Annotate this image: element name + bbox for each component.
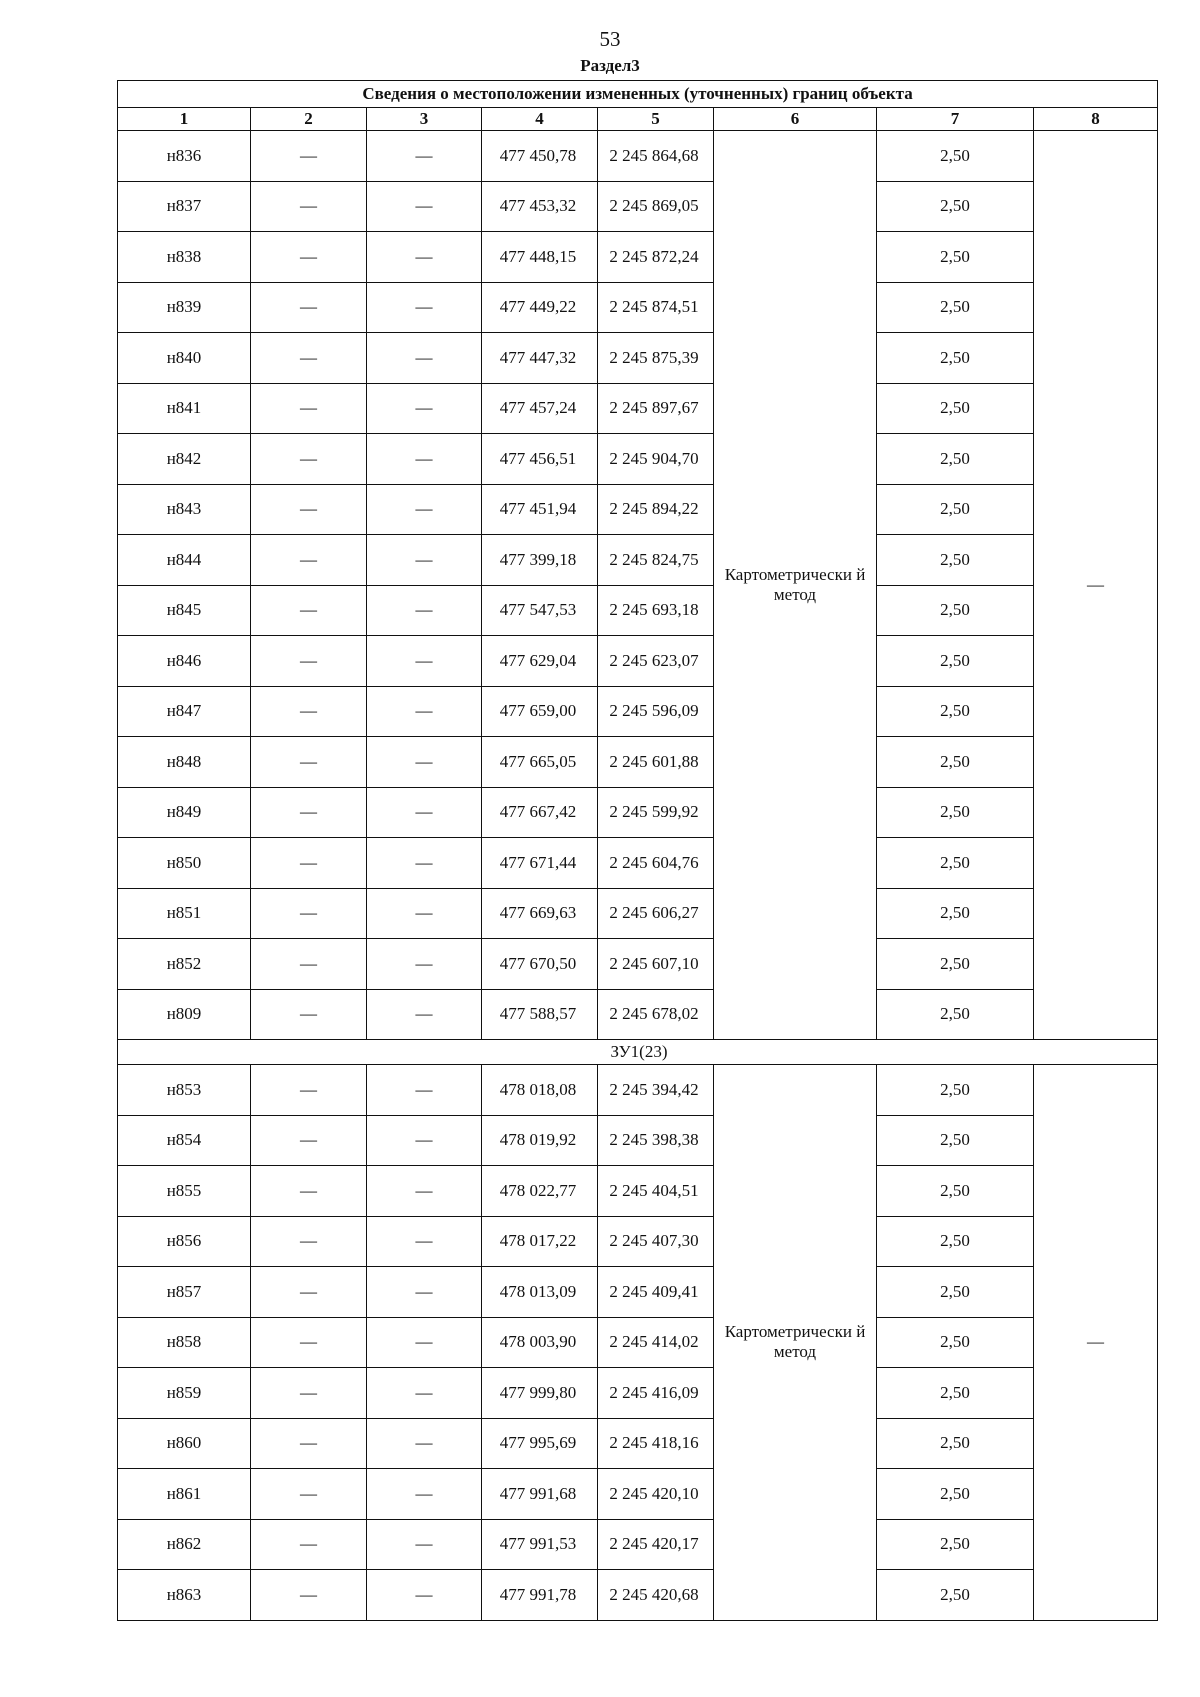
x-coordinate-cell: 477 451,94 xyxy=(482,484,598,535)
column-3-cell: — xyxy=(367,585,482,636)
precision-cell: 2,50 xyxy=(877,737,1034,788)
precision-cell: 2,50 xyxy=(877,282,1034,333)
column-3-cell: — xyxy=(367,181,482,232)
table-row xyxy=(118,1216,1158,1267)
column-3-cell: — xyxy=(367,1065,482,1116)
y-coordinate-cell: 2 245 623,07 xyxy=(598,636,714,687)
column-2-cell: — xyxy=(251,1368,367,1419)
y-coordinate-cell: 2 245 875,39 xyxy=(598,333,714,384)
table-row xyxy=(118,989,1158,1040)
table-row xyxy=(118,939,1158,990)
y-coordinate-cell: 2 245 394,42 xyxy=(598,1065,714,1116)
column-3-cell: — xyxy=(367,1216,482,1267)
y-coordinate-cell: 2 245 874,51 xyxy=(598,282,714,333)
x-coordinate-cell: 477 449,22 xyxy=(482,282,598,333)
precision-cell: 2,50 xyxy=(877,1519,1034,1570)
y-coordinate-cell: 2 245 872,24 xyxy=(598,232,714,283)
x-coordinate-cell: 478 022,77 xyxy=(482,1166,598,1217)
column-number: 2 xyxy=(251,108,367,131)
column-8-cell: — xyxy=(1034,1065,1158,1621)
y-coordinate-cell: 2 245 606,27 xyxy=(598,888,714,939)
method-cell: Картометрически й метод xyxy=(714,1065,877,1621)
point-name-cell: н862 xyxy=(118,1519,251,1570)
column-2-cell: — xyxy=(251,484,367,535)
column-3-cell: — xyxy=(367,232,482,283)
precision-cell: 2,50 xyxy=(877,434,1034,485)
table-row xyxy=(118,131,1158,182)
column-2-cell: — xyxy=(251,737,367,788)
column-2-cell: — xyxy=(251,232,367,283)
group-label: ЗУ1(23) xyxy=(118,1040,1158,1065)
precision-cell: 2,50 xyxy=(877,838,1034,889)
column-3-cell: — xyxy=(367,787,482,838)
point-name-cell: н850 xyxy=(118,838,251,889)
y-coordinate-cell: 2 245 414,02 xyxy=(598,1317,714,1368)
column-2-cell: — xyxy=(251,838,367,889)
column-2-cell: — xyxy=(251,686,367,737)
column-number: 8 xyxy=(1034,108,1158,131)
y-coordinate-cell: 2 245 416,09 xyxy=(598,1368,714,1419)
column-3-cell: — xyxy=(367,434,482,485)
point-name-cell: н846 xyxy=(118,636,251,687)
precision-cell: 2,50 xyxy=(877,989,1034,1040)
y-coordinate-cell: 2 245 420,68 xyxy=(598,1570,714,1621)
column-3-cell: — xyxy=(367,1418,482,1469)
precision-cell: 2,50 xyxy=(877,484,1034,535)
point-name-cell: н852 xyxy=(118,939,251,990)
precision-cell: 2,50 xyxy=(877,1418,1034,1469)
x-coordinate-cell: 477 670,50 xyxy=(482,939,598,990)
column-2-cell: — xyxy=(251,1519,367,1570)
column-3-cell: — xyxy=(367,838,482,889)
column-3-cell: — xyxy=(367,1267,482,1318)
column-2-cell: — xyxy=(251,1418,367,1469)
column-3-cell: — xyxy=(367,1519,482,1570)
y-coordinate-cell: 2 245 693,18 xyxy=(598,585,714,636)
x-coordinate-cell: 477 629,04 xyxy=(482,636,598,687)
column-3-cell: — xyxy=(367,282,482,333)
point-name-cell: н848 xyxy=(118,737,251,788)
column-number: 6 xyxy=(714,108,877,131)
table-row xyxy=(118,434,1158,485)
precision-cell: 2,50 xyxy=(877,585,1034,636)
point-name-cell: н840 xyxy=(118,333,251,384)
point-name-cell: н842 xyxy=(118,434,251,485)
y-coordinate-cell: 2 245 607,10 xyxy=(598,939,714,990)
column-2-cell: — xyxy=(251,333,367,384)
column-3-cell: — xyxy=(367,383,482,434)
column-3-cell: — xyxy=(367,535,482,586)
column-3-cell: — xyxy=(367,1166,482,1217)
column-2-cell: — xyxy=(251,787,367,838)
y-coordinate-cell: 2 245 596,09 xyxy=(598,686,714,737)
y-coordinate-cell: 2 245 604,76 xyxy=(598,838,714,889)
column-3-cell: — xyxy=(367,131,482,182)
x-coordinate-cell: 477 671,44 xyxy=(482,838,598,889)
y-coordinate-cell: 2 245 824,75 xyxy=(598,535,714,586)
y-coordinate-cell: 2 245 904,70 xyxy=(598,434,714,485)
precision-cell: 2,50 xyxy=(877,939,1034,990)
x-coordinate-cell: 478 003,90 xyxy=(482,1317,598,1368)
precision-cell: 2,50 xyxy=(877,1065,1034,1116)
point-name-cell: н809 xyxy=(118,989,251,1040)
column-3-cell: — xyxy=(367,686,482,737)
precision-cell: 2,50 xyxy=(877,333,1034,384)
point-name-cell: н851 xyxy=(118,888,251,939)
group-row xyxy=(118,1040,1158,1065)
table-row xyxy=(118,484,1158,535)
x-coordinate-cell: 477 457,24 xyxy=(482,383,598,434)
table-row xyxy=(118,1519,1158,1570)
column-2-cell: — xyxy=(251,1216,367,1267)
precision-cell: 2,50 xyxy=(877,181,1034,232)
x-coordinate-cell: 477 991,78 xyxy=(482,1570,598,1621)
column-3-cell: — xyxy=(367,1115,482,1166)
point-name-cell: н841 xyxy=(118,383,251,434)
column-2-cell: — xyxy=(251,131,367,182)
x-coordinate-cell: 477 588,57 xyxy=(482,989,598,1040)
y-coordinate-cell: 2 245 894,22 xyxy=(598,484,714,535)
point-name-cell: н844 xyxy=(118,535,251,586)
column-2-cell: — xyxy=(251,383,367,434)
precision-cell: 2,50 xyxy=(877,1216,1034,1267)
y-coordinate-cell: 2 245 404,51 xyxy=(598,1166,714,1217)
precision-cell: 2,50 xyxy=(877,1570,1034,1621)
table-row xyxy=(118,333,1158,384)
y-coordinate-cell: 2 245 418,16 xyxy=(598,1418,714,1469)
x-coordinate-cell: 477 450,78 xyxy=(482,131,598,182)
section-title: Раздел3 xyxy=(580,56,640,75)
x-coordinate-cell: 478 019,92 xyxy=(482,1115,598,1166)
table-row xyxy=(118,535,1158,586)
table-row xyxy=(118,1368,1158,1419)
table-row xyxy=(118,1267,1158,1318)
table-row xyxy=(118,585,1158,636)
precision-cell: 2,50 xyxy=(877,1317,1034,1368)
table-row xyxy=(118,1317,1158,1368)
column-number: 5 xyxy=(598,108,714,131)
precision-cell: 2,50 xyxy=(877,1267,1034,1318)
column-2-cell: — xyxy=(251,1267,367,1318)
column-2-cell: — xyxy=(251,434,367,485)
point-name-cell: н839 xyxy=(118,282,251,333)
precision-cell: 2,50 xyxy=(877,1469,1034,1520)
column-3-cell: — xyxy=(367,484,482,535)
table-row xyxy=(118,838,1158,889)
table-row xyxy=(118,1115,1158,1166)
column-2-cell: — xyxy=(251,1065,367,1116)
point-name-cell: н837 xyxy=(118,181,251,232)
y-coordinate-cell: 2 245 599,92 xyxy=(598,787,714,838)
precision-cell: 2,50 xyxy=(877,787,1034,838)
table-row xyxy=(118,282,1158,333)
x-coordinate-cell: 477 991,68 xyxy=(482,1469,598,1520)
point-name-cell: н855 xyxy=(118,1166,251,1217)
column-3-cell: — xyxy=(367,1469,482,1520)
precision-cell: 2,50 xyxy=(877,535,1034,586)
x-coordinate-cell: 477 453,32 xyxy=(482,181,598,232)
column-3-cell: — xyxy=(367,636,482,687)
point-name-cell: н853 xyxy=(118,1065,251,1116)
x-coordinate-cell: 477 667,42 xyxy=(482,787,598,838)
table-row xyxy=(118,1570,1158,1621)
column-2-cell: — xyxy=(251,636,367,687)
precision-cell: 2,50 xyxy=(877,686,1034,737)
point-name-cell: н843 xyxy=(118,484,251,535)
column-3-cell: — xyxy=(367,333,482,384)
y-coordinate-cell: 2 245 420,10 xyxy=(598,1469,714,1520)
table-row xyxy=(118,1469,1158,1520)
column-2-cell: — xyxy=(251,1469,367,1520)
page-number: 53 xyxy=(599,27,621,51)
y-coordinate-cell: 2 245 678,02 xyxy=(598,989,714,1040)
y-coordinate-cell: 2 245 409,41 xyxy=(598,1267,714,1318)
boundary-coordinates-table xyxy=(117,80,1158,1621)
point-name-cell: н854 xyxy=(118,1115,251,1166)
column-3-cell: — xyxy=(367,1570,482,1621)
point-name-cell: н857 xyxy=(118,1267,251,1318)
table-row xyxy=(118,787,1158,838)
precision-cell: 2,50 xyxy=(877,1166,1034,1217)
column-3-cell: — xyxy=(367,939,482,990)
y-coordinate-cell: 2 245 407,30 xyxy=(598,1216,714,1267)
column-number: 4 xyxy=(482,108,598,131)
x-coordinate-cell: 478 017,22 xyxy=(482,1216,598,1267)
column-number-row xyxy=(118,108,1158,131)
precision-cell: 2,50 xyxy=(877,383,1034,434)
point-name-cell: н847 xyxy=(118,686,251,737)
column-2-cell: — xyxy=(251,1570,367,1621)
table-caption: Сведения о местоположении измененных (уточненных) границ объекта xyxy=(118,81,1158,108)
table-body xyxy=(118,131,1158,1621)
column-number: 7 xyxy=(877,108,1034,131)
y-coordinate-cell: 2 245 869,05 xyxy=(598,181,714,232)
table-row xyxy=(118,232,1158,283)
x-coordinate-cell: 477 447,32 xyxy=(482,333,598,384)
column-3-cell: — xyxy=(367,1368,482,1419)
table-row xyxy=(118,636,1158,687)
column-2-cell: — xyxy=(251,585,367,636)
y-coordinate-cell: 2 245 897,67 xyxy=(598,383,714,434)
column-2-cell: — xyxy=(251,1166,367,1217)
point-name-cell: н856 xyxy=(118,1216,251,1267)
point-name-cell: н838 xyxy=(118,232,251,283)
point-name-cell: н845 xyxy=(118,585,251,636)
column-8-cell: — xyxy=(1034,131,1158,1040)
column-2-cell: — xyxy=(251,1317,367,1368)
table-row xyxy=(118,888,1158,939)
column-3-cell: — xyxy=(367,989,482,1040)
y-coordinate-cell: 2 245 398,38 xyxy=(598,1115,714,1166)
point-name-cell: н861 xyxy=(118,1469,251,1520)
column-3-cell: — xyxy=(367,737,482,788)
column-2-cell: — xyxy=(251,1115,367,1166)
x-coordinate-cell: 477 547,53 xyxy=(482,585,598,636)
x-coordinate-cell: 477 399,18 xyxy=(482,535,598,586)
column-number: 3 xyxy=(367,108,482,131)
x-coordinate-cell: 477 659,00 xyxy=(482,686,598,737)
column-2-cell: — xyxy=(251,939,367,990)
table-row xyxy=(118,1166,1158,1217)
column-number: 1 xyxy=(118,108,251,131)
point-name-cell: н863 xyxy=(118,1570,251,1621)
column-3-cell: — xyxy=(367,1317,482,1368)
point-name-cell: н836 xyxy=(118,131,251,182)
column-2-cell: — xyxy=(251,282,367,333)
column-3-cell: — xyxy=(367,888,482,939)
table-row xyxy=(118,1065,1158,1116)
y-coordinate-cell: 2 245 864,68 xyxy=(598,131,714,182)
table-row xyxy=(118,737,1158,788)
method-cell: Картометрически й метод xyxy=(714,131,877,1040)
precision-cell: 2,50 xyxy=(877,636,1034,687)
x-coordinate-cell: 477 456,51 xyxy=(482,434,598,485)
column-2-cell: — xyxy=(251,989,367,1040)
x-coordinate-cell: 478 018,08 xyxy=(482,1065,598,1116)
point-name-cell: н860 xyxy=(118,1418,251,1469)
point-name-cell: н858 xyxy=(118,1317,251,1368)
column-2-cell: — xyxy=(251,535,367,586)
table-row xyxy=(118,1418,1158,1469)
y-coordinate-cell: 2 245 420,17 xyxy=(598,1519,714,1570)
precision-cell: 2,50 xyxy=(877,232,1034,283)
precision-cell: 2,50 xyxy=(877,1115,1034,1166)
table-row xyxy=(118,383,1158,434)
precision-cell: 2,50 xyxy=(877,131,1034,182)
precision-cell: 2,50 xyxy=(877,888,1034,939)
x-coordinate-cell: 477 665,05 xyxy=(482,737,598,788)
table-row xyxy=(118,181,1158,232)
column-2-cell: — xyxy=(251,888,367,939)
x-coordinate-cell: 477 999,80 xyxy=(482,1368,598,1419)
table-row xyxy=(118,686,1158,737)
x-coordinate-cell: 477 669,63 xyxy=(482,888,598,939)
precision-cell: 2,50 xyxy=(877,1368,1034,1419)
column-2-cell: — xyxy=(251,181,367,232)
x-coordinate-cell: 477 448,15 xyxy=(482,232,598,283)
x-coordinate-cell: 477 995,69 xyxy=(482,1418,598,1469)
y-coordinate-cell: 2 245 601,88 xyxy=(598,737,714,788)
x-coordinate-cell: 477 991,53 xyxy=(482,1519,598,1570)
x-coordinate-cell: 478 013,09 xyxy=(482,1267,598,1318)
point-name-cell: н859 xyxy=(118,1368,251,1419)
point-name-cell: н849 xyxy=(118,787,251,838)
